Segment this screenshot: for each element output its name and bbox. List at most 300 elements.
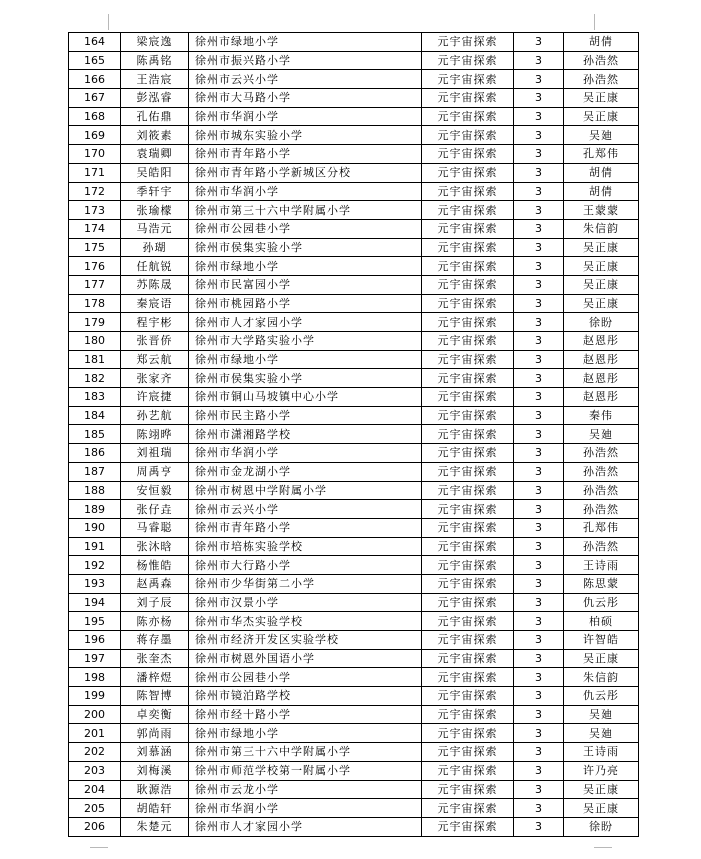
table-row	[69, 649, 639, 668]
project-name-cell: 元宇宙探索	[422, 33, 514, 52]
teacher-name-cell: 赵恩彤	[564, 332, 639, 351]
grade-cell: 3	[514, 406, 564, 425]
project-name-cell: 元宇宙探索	[422, 631, 514, 650]
teacher-name-cell: 吴廸	[564, 724, 639, 743]
student-name-cell: 任航锐	[121, 257, 189, 276]
student-name-cell: 卓奕衡	[121, 705, 189, 724]
grade-cell: 3	[514, 705, 564, 724]
teacher-name-cell: 赵恩彤	[564, 388, 639, 407]
teacher-name-cell: 孙浩然	[564, 462, 639, 481]
row-number-cell: 186	[69, 444, 121, 463]
grade-cell: 3	[514, 444, 564, 463]
project-name-cell: 元宇宙探索	[422, 163, 514, 182]
row-number-cell: 181	[69, 350, 121, 369]
project-name-cell: 元宇宙探索	[422, 51, 514, 70]
row-number-cell: 187	[69, 462, 121, 481]
student-name-cell: 张奎杰	[121, 649, 189, 668]
table-row	[69, 257, 639, 276]
grade-cell: 3	[514, 761, 564, 780]
student-name-cell: 张家齐	[121, 369, 189, 388]
teacher-name-cell: 孙浩然	[564, 70, 639, 89]
student-name-cell: 刘梅溪	[121, 761, 189, 780]
teacher-name-cell: 吴正康	[564, 780, 639, 799]
teacher-name-cell: 柏硕	[564, 612, 639, 631]
school-name-cell: 徐州市侯集实验小学	[189, 238, 422, 257]
grade-cell: 3	[514, 518, 564, 537]
table-row	[69, 817, 639, 836]
grade-cell: 3	[514, 182, 564, 201]
teacher-name-cell: 仇云彤	[564, 593, 639, 612]
row-number-cell: 189	[69, 500, 121, 519]
school-name-cell: 徐州市华杰实验学校	[189, 612, 422, 631]
grade-cell: 3	[514, 593, 564, 612]
school-name-cell: 徐州市大行路小学	[189, 556, 422, 575]
project-name-cell: 元宇宙探索	[422, 574, 514, 593]
school-name-cell: 徐州市公园巷小学	[189, 219, 422, 238]
row-number-cell: 203	[69, 761, 121, 780]
project-name-cell: 元宇宙探索	[422, 145, 514, 164]
student-name-cell: 刘子辰	[121, 593, 189, 612]
student-name-cell: 郑云航	[121, 350, 189, 369]
row-number-cell: 174	[69, 219, 121, 238]
school-name-cell: 徐州市潇湘路学校	[189, 425, 422, 444]
table-row	[69, 332, 639, 351]
teacher-name-cell: 王诗雨	[564, 556, 639, 575]
teacher-name-cell: 胡倩	[564, 182, 639, 201]
school-name-cell: 徐州市华润小学	[189, 444, 422, 463]
table-row	[69, 238, 639, 257]
teacher-name-cell: 徐盼	[564, 817, 639, 836]
row-number-cell: 200	[69, 705, 121, 724]
table-row	[69, 182, 639, 201]
teacher-name-cell: 赵恩彤	[564, 369, 639, 388]
row-number-cell: 194	[69, 593, 121, 612]
table-row	[69, 294, 639, 313]
grade-cell: 3	[514, 257, 564, 276]
student-name-cell: 程宇彬	[121, 313, 189, 332]
school-name-cell: 徐州市青年路小学	[189, 518, 422, 537]
table-row	[69, 743, 639, 762]
row-number-cell: 191	[69, 537, 121, 556]
grade-cell: 3	[514, 649, 564, 668]
table-row	[69, 668, 639, 687]
table-row	[69, 462, 639, 481]
school-name-cell: 徐州市第三十六中学附属小学	[189, 201, 422, 220]
teacher-name-cell: 吴廸	[564, 705, 639, 724]
grade-cell: 3	[514, 238, 564, 257]
teacher-name-cell: 吴廸	[564, 126, 639, 145]
teacher-name-cell: 吴正康	[564, 799, 639, 818]
student-name-cell: 季轩宇	[121, 182, 189, 201]
project-name-cell: 元宇宙探索	[422, 537, 514, 556]
student-name-cell: 马浩元	[121, 219, 189, 238]
school-name-cell: 徐州市华润小学	[189, 799, 422, 818]
grade-cell: 3	[514, 799, 564, 818]
table-row	[69, 89, 639, 108]
row-number-cell: 188	[69, 481, 121, 500]
school-name-cell: 徐州市绿地小学	[189, 257, 422, 276]
teacher-name-cell: 吴正康	[564, 238, 639, 257]
school-name-cell: 徐州市经十路小学	[189, 705, 422, 724]
project-name-cell: 元宇宙探索	[422, 799, 514, 818]
student-name-cell: 张仔垚	[121, 500, 189, 519]
project-name-cell: 元宇宙探索	[422, 518, 514, 537]
school-name-cell: 徐州市树恩外国语小学	[189, 649, 422, 668]
grade-cell: 3	[514, 612, 564, 631]
grade-cell: 3	[514, 126, 564, 145]
project-name-cell: 元宇宙探索	[422, 593, 514, 612]
school-name-cell: 徐州市青年路小学新城区分校	[189, 163, 422, 182]
table-row	[69, 406, 639, 425]
teacher-name-cell: 孔郑伟	[564, 518, 639, 537]
grade-cell: 3	[514, 687, 564, 706]
table-row	[69, 500, 639, 519]
project-name-cell: 元宇宙探索	[422, 668, 514, 687]
project-name-cell: 元宇宙探索	[422, 332, 514, 351]
table-row	[69, 33, 639, 52]
row-number-cell: 205	[69, 799, 121, 818]
table-row	[69, 612, 639, 631]
student-name-cell: 陈禹铭	[121, 51, 189, 70]
project-name-cell: 元宇宙探索	[422, 201, 514, 220]
student-name-cell: 许宸捷	[121, 388, 189, 407]
project-name-cell: 元宇宙探索	[422, 500, 514, 519]
teacher-name-cell: 孔郑伟	[564, 145, 639, 164]
table-row	[69, 631, 639, 650]
row-number-cell: 166	[69, 70, 121, 89]
table-row	[69, 799, 639, 818]
row-number-cell: 206	[69, 817, 121, 836]
table-row	[69, 705, 639, 724]
student-name-cell: 张瑜檬	[121, 201, 189, 220]
school-name-cell: 徐州市民主路小学	[189, 406, 422, 425]
table-row	[69, 369, 639, 388]
grade-cell: 3	[514, 294, 564, 313]
table-row	[69, 51, 639, 70]
student-name-cell: 秦宸语	[121, 294, 189, 313]
student-name-cell: 安恒毅	[121, 481, 189, 500]
teacher-name-cell: 吴正康	[564, 257, 639, 276]
teacher-name-cell: 许乃亮	[564, 761, 639, 780]
teacher-name-cell: 王诗雨	[564, 743, 639, 762]
table-row	[69, 687, 639, 706]
school-name-cell: 徐州市绿地小学	[189, 724, 422, 743]
school-name-cell: 徐州市云龙小学	[189, 780, 422, 799]
row-number-cell: 171	[69, 163, 121, 182]
project-name-cell: 元宇宙探索	[422, 294, 514, 313]
project-name-cell: 元宇宙探索	[422, 444, 514, 463]
table-row	[69, 425, 639, 444]
project-name-cell: 元宇宙探索	[422, 182, 514, 201]
grade-cell: 3	[514, 313, 564, 332]
student-name-cell: 孔佑鼎	[121, 107, 189, 126]
project-name-cell: 元宇宙探索	[422, 275, 514, 294]
teacher-name-cell: 吴廸	[564, 425, 639, 444]
grade-cell: 3	[514, 462, 564, 481]
school-name-cell: 徐州市绿地小学	[189, 33, 422, 52]
grade-cell: 3	[514, 350, 564, 369]
project-name-cell: 元宇宙探索	[422, 126, 514, 145]
row-number-cell: 173	[69, 201, 121, 220]
project-name-cell: 元宇宙探索	[422, 817, 514, 836]
teacher-name-cell: 徐盼	[564, 313, 639, 332]
table-row	[69, 780, 639, 799]
student-name-cell: 刘祖瑞	[121, 444, 189, 463]
student-name-cell: 刘筱素	[121, 126, 189, 145]
project-name-cell: 元宇宙探索	[422, 70, 514, 89]
school-name-cell: 徐州市铜山马坡镇中心小学	[189, 388, 422, 407]
row-number-cell: 167	[69, 89, 121, 108]
row-number-cell: 165	[69, 51, 121, 70]
project-name-cell: 元宇宙探索	[422, 219, 514, 238]
row-number-cell: 184	[69, 406, 121, 425]
grade-cell: 3	[514, 70, 564, 89]
school-name-cell: 徐州市大马路小学	[189, 89, 422, 108]
grade-cell: 3	[514, 145, 564, 164]
school-name-cell: 徐州市桃园路小学	[189, 294, 422, 313]
grade-cell: 3	[514, 51, 564, 70]
project-name-cell: 元宇宙探索	[422, 257, 514, 276]
school-name-cell: 徐州市人才家园小学	[189, 817, 422, 836]
grade-cell: 3	[514, 556, 564, 575]
grade-cell: 3	[514, 33, 564, 52]
school-name-cell: 徐州市华润小学	[189, 107, 422, 126]
table-row	[69, 145, 639, 164]
grade-cell: 3	[514, 219, 564, 238]
teacher-name-cell: 孙浩然	[564, 444, 639, 463]
student-name-cell: 耿源浩	[121, 780, 189, 799]
teacher-name-cell: 王蒙蒙	[564, 201, 639, 220]
project-name-cell: 元宇宙探索	[422, 107, 514, 126]
school-name-cell: 徐州市汉景小学	[189, 593, 422, 612]
table-row	[69, 761, 639, 780]
margin-corner-mark	[594, 14, 595, 30]
table-row	[69, 275, 639, 294]
student-name-cell: 吴皓阳	[121, 163, 189, 182]
row-number-cell: 178	[69, 294, 121, 313]
project-name-cell: 元宇宙探索	[422, 406, 514, 425]
student-name-cell: 周禹亨	[121, 462, 189, 481]
school-name-cell: 徐州市大学路实验小学	[189, 332, 422, 351]
project-name-cell: 元宇宙探索	[422, 743, 514, 762]
student-name-cell: 潘梓煜	[121, 668, 189, 687]
grade-cell: 3	[514, 425, 564, 444]
project-name-cell: 元宇宙探索	[422, 238, 514, 257]
student-name-cell: 梁宸逸	[121, 33, 189, 52]
table-row	[69, 313, 639, 332]
teacher-name-cell: 吴正康	[564, 89, 639, 108]
row-number-cell: 164	[69, 33, 121, 52]
row-number-cell: 193	[69, 574, 121, 593]
table-body	[69, 33, 639, 837]
row-number-cell: 175	[69, 238, 121, 257]
grade-cell: 3	[514, 388, 564, 407]
student-name-cell: 杨惟皓	[121, 556, 189, 575]
row-number-cell: 192	[69, 556, 121, 575]
award-list-table	[68, 32, 639, 837]
school-name-cell: 徐州市镜泊路学校	[189, 687, 422, 706]
school-name-cell: 徐州市绿地小学	[189, 350, 422, 369]
row-number-cell: 195	[69, 612, 121, 631]
school-name-cell: 徐州市师范学校第一附属小学	[189, 761, 422, 780]
student-name-cell: 苏陈晟	[121, 275, 189, 294]
teacher-name-cell: 胡倩	[564, 163, 639, 182]
table-row	[69, 201, 639, 220]
table-row	[69, 593, 639, 612]
teacher-name-cell: 吴正康	[564, 649, 639, 668]
student-name-cell: 张沐晗	[121, 537, 189, 556]
row-number-cell: 201	[69, 724, 121, 743]
student-name-cell: 孙艺航	[121, 406, 189, 425]
student-name-cell: 陈智博	[121, 687, 189, 706]
grade-cell: 3	[514, 481, 564, 500]
teacher-name-cell: 孙浩然	[564, 481, 639, 500]
school-name-cell: 徐州市经济开发区实验学校	[189, 631, 422, 650]
grade-cell: 3	[514, 201, 564, 220]
student-name-cell: 彭泓睿	[121, 89, 189, 108]
project-name-cell: 元宇宙探索	[422, 705, 514, 724]
project-name-cell: 元宇宙探索	[422, 780, 514, 799]
row-number-cell: 182	[69, 369, 121, 388]
student-name-cell: 陈翊晔	[121, 425, 189, 444]
margin-corner-mark	[108, 14, 109, 30]
grade-cell: 3	[514, 500, 564, 519]
student-name-cell: 张晋侨	[121, 332, 189, 351]
table-row	[69, 107, 639, 126]
teacher-name-cell: 仇云彤	[564, 687, 639, 706]
project-name-cell: 元宇宙探索	[422, 761, 514, 780]
grade-cell: 3	[514, 631, 564, 650]
project-name-cell: 元宇宙探索	[422, 612, 514, 631]
row-number-cell: 202	[69, 743, 121, 762]
school-name-cell: 徐州市第三十六中学附属小学	[189, 743, 422, 762]
project-name-cell: 元宇宙探索	[422, 350, 514, 369]
teacher-name-cell: 朱信韵	[564, 219, 639, 238]
table-row	[69, 444, 639, 463]
table-row	[69, 219, 639, 238]
grade-cell: 3	[514, 107, 564, 126]
student-name-cell: 孙瑚	[121, 238, 189, 257]
grade-cell: 3	[514, 332, 564, 351]
table-row	[69, 556, 639, 575]
row-number-cell: 197	[69, 649, 121, 668]
row-number-cell: 185	[69, 425, 121, 444]
teacher-name-cell: 吴正康	[564, 275, 639, 294]
project-name-cell: 元宇宙探索	[422, 89, 514, 108]
school-name-cell: 徐州市振兴路小学	[189, 51, 422, 70]
teacher-name-cell: 陈思蒙	[564, 574, 639, 593]
student-name-cell: 王浩宸	[121, 70, 189, 89]
project-name-cell: 元宇宙探索	[422, 369, 514, 388]
teacher-name-cell: 孙浩然	[564, 51, 639, 70]
school-name-cell: 徐州市青年路小学	[189, 145, 422, 164]
school-name-cell: 徐州市金龙湖小学	[189, 462, 422, 481]
project-name-cell: 元宇宙探索	[422, 313, 514, 332]
school-name-cell: 徐州市少华街第二小学	[189, 574, 422, 593]
grade-cell: 3	[514, 668, 564, 687]
margin-corner-mark	[90, 847, 108, 848]
row-number-cell: 190	[69, 518, 121, 537]
table-row	[69, 70, 639, 89]
student-name-cell: 赵禹森	[121, 574, 189, 593]
student-name-cell: 马睿聪	[121, 518, 189, 537]
school-name-cell: 徐州市华润小学	[189, 182, 422, 201]
row-number-cell: 177	[69, 275, 121, 294]
row-number-cell: 180	[69, 332, 121, 351]
row-number-cell: 204	[69, 780, 121, 799]
row-number-cell: 172	[69, 182, 121, 201]
table-row	[69, 126, 639, 145]
project-name-cell: 元宇宙探索	[422, 481, 514, 500]
school-name-cell: 徐州市云兴小学	[189, 500, 422, 519]
student-name-cell: 郭尚雨	[121, 724, 189, 743]
student-name-cell: 胡皓轩	[121, 799, 189, 818]
grade-cell: 3	[514, 743, 564, 762]
project-name-cell: 元宇宙探索	[422, 425, 514, 444]
project-name-cell: 元宇宙探索	[422, 388, 514, 407]
school-name-cell: 徐州市公园巷小学	[189, 668, 422, 687]
school-name-cell: 徐州市云兴小学	[189, 70, 422, 89]
row-number-cell: 183	[69, 388, 121, 407]
student-name-cell: 刘慕涵	[121, 743, 189, 762]
grade-cell: 3	[514, 817, 564, 836]
student-name-cell: 蒋存墨	[121, 631, 189, 650]
row-number-cell: 199	[69, 687, 121, 706]
teacher-name-cell: 许智皓	[564, 631, 639, 650]
teacher-name-cell: 吴正康	[564, 107, 639, 126]
grade-cell: 3	[514, 89, 564, 108]
school-name-cell: 徐州市城东实验小学	[189, 126, 422, 145]
student-name-cell: 陈亦杨	[121, 612, 189, 631]
grade-cell: 3	[514, 780, 564, 799]
table-row	[69, 724, 639, 743]
student-name-cell: 袁瑞卿	[121, 145, 189, 164]
teacher-name-cell: 朱信韵	[564, 668, 639, 687]
row-number-cell: 169	[69, 126, 121, 145]
teacher-name-cell: 孙浩然	[564, 500, 639, 519]
grade-cell: 3	[514, 724, 564, 743]
teacher-name-cell: 吴正康	[564, 294, 639, 313]
grade-cell: 3	[514, 574, 564, 593]
row-number-cell: 198	[69, 668, 121, 687]
table-row	[69, 537, 639, 556]
table-row	[69, 518, 639, 537]
margin-corner-mark	[594, 847, 612, 848]
teacher-name-cell: 秦伟	[564, 406, 639, 425]
row-number-cell: 176	[69, 257, 121, 276]
project-name-cell: 元宇宙探索	[422, 687, 514, 706]
project-name-cell: 元宇宙探索	[422, 462, 514, 481]
table-row	[69, 163, 639, 182]
teacher-name-cell: 孙浩然	[564, 537, 639, 556]
teacher-name-cell: 胡倩	[564, 33, 639, 52]
school-name-cell: 徐州市培栋实验学校	[189, 537, 422, 556]
project-name-cell: 元宇宙探索	[422, 724, 514, 743]
table-row	[69, 350, 639, 369]
row-number-cell: 170	[69, 145, 121, 164]
grade-cell: 3	[514, 537, 564, 556]
project-name-cell: 元宇宙探索	[422, 649, 514, 668]
row-number-cell: 168	[69, 107, 121, 126]
school-name-cell: 徐州市人才家园小学	[189, 313, 422, 332]
school-name-cell: 徐州市树恩中学附属小学	[189, 481, 422, 500]
table-row	[69, 481, 639, 500]
school-name-cell: 徐州市民富园小学	[189, 275, 422, 294]
teacher-name-cell: 赵恩彤	[564, 350, 639, 369]
table-row	[69, 574, 639, 593]
project-name-cell: 元宇宙探索	[422, 556, 514, 575]
grade-cell: 3	[514, 369, 564, 388]
